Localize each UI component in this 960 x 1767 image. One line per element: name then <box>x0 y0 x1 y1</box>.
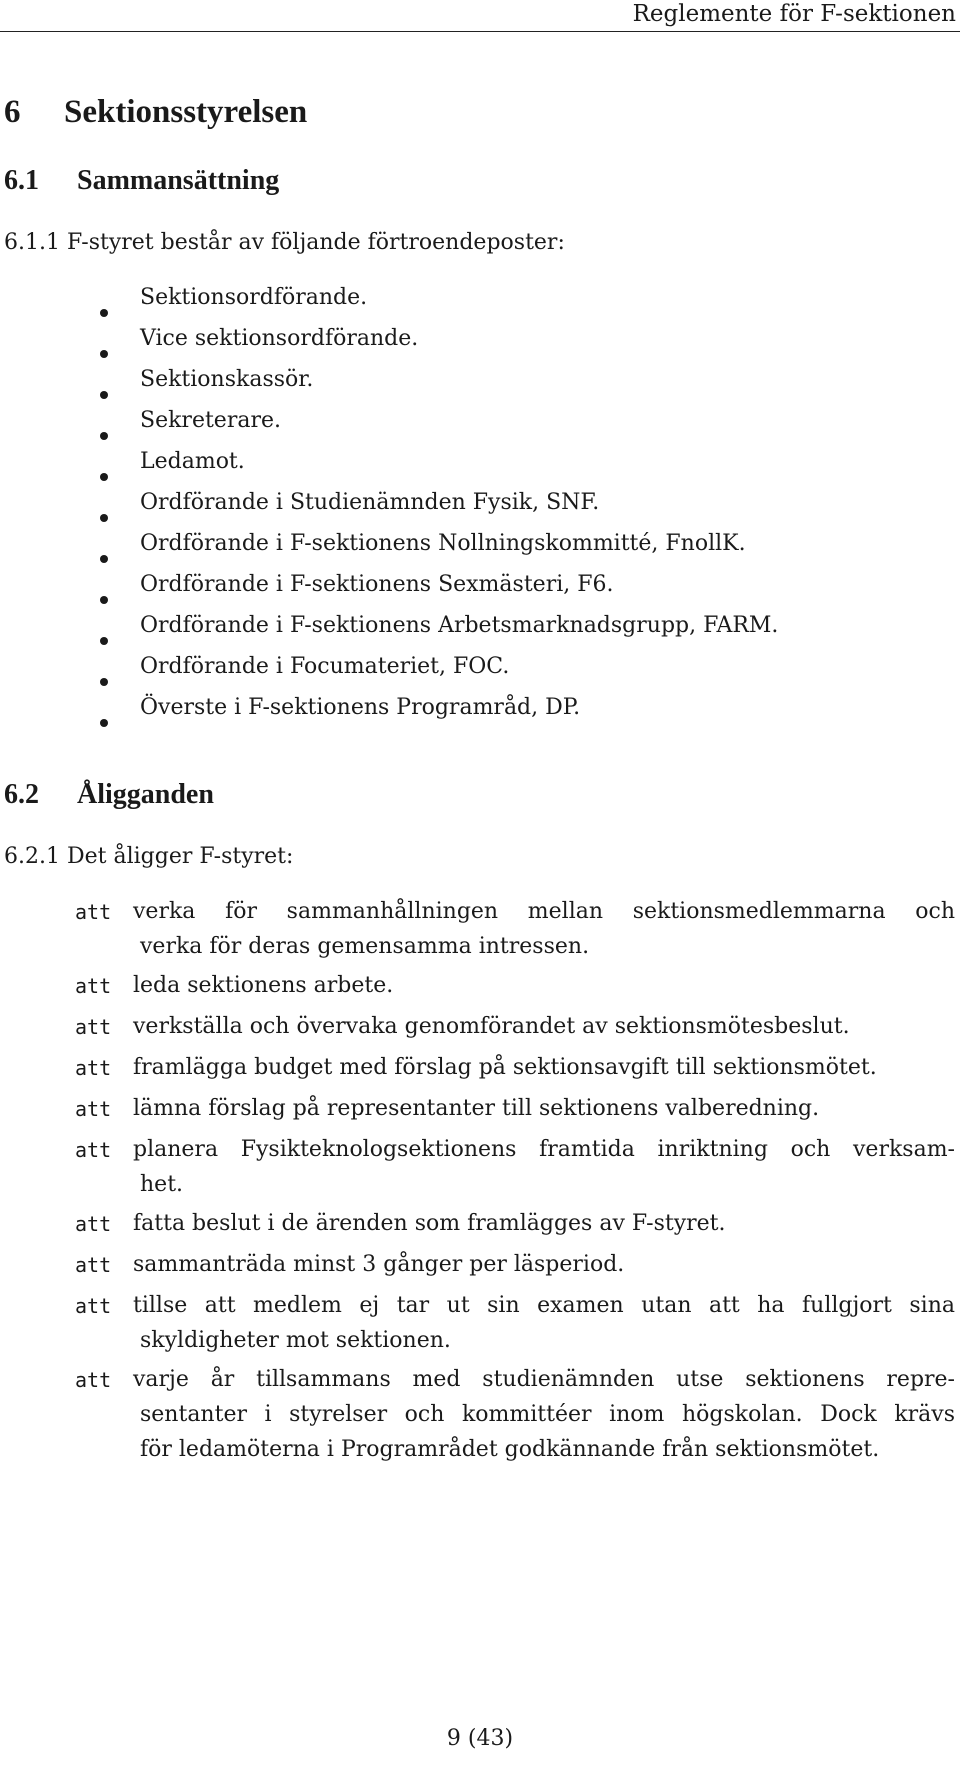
duty-text: lämna förslag på representanter till sektionens valberedning. <box>133 1096 820 1121</box>
list-item: Ledamot. <box>140 449 245 474</box>
list-item: Sektionsordförande. <box>140 285 368 310</box>
duty-item <box>133 1288 955 1358</box>
duty-item <box>133 968 955 1003</box>
subsection-title: Åligganden <box>77 779 214 810</box>
bullet-icon <box>100 309 108 317</box>
bullet-icon <box>100 350 108 358</box>
page-number: 9 (43) <box>446 1726 514 1751</box>
att-keyword: att <box>75 1056 112 1080</box>
duty-text: varje år tillsammans med studienämnden utse sektionens repre- <box>133 1367 955 1392</box>
list-item: Ordförande i Studienämnden Fysik, SNF. <box>140 490 600 515</box>
bullet-icon <box>100 432 108 440</box>
paragraph-text: Det åligger F-styret: <box>66 844 294 869</box>
bullet-icon <box>100 637 108 645</box>
duty-item <box>133 1091 955 1126</box>
list-item: Sektionskassör. <box>140 367 314 392</box>
section-number: 6 <box>4 94 21 130</box>
duty-text-cont: verka för deras gemensamma intressen. <box>140 934 590 959</box>
subsection-heading-6-1 <box>4 164 279 198</box>
att-keyword: att <box>75 1253 112 1277</box>
duty-item <box>133 1362 955 1467</box>
bullet-icon <box>100 719 108 727</box>
subsection-title: Sammansättning <box>77 165 280 196</box>
list-item: Ordförande i Focumateriet, FOC. <box>140 654 510 679</box>
att-keyword: att <box>75 1015 112 1039</box>
subsection-number: 6.1 <box>4 165 39 196</box>
duty-text: planera Fysikteknologsektionens framtida inriktning och verksam- <box>133 1137 955 1162</box>
bullet-icon <box>100 514 108 522</box>
duty-text: framlägga budget med förslag på sektionsavgift till sektionsmötet. <box>133 1055 877 1080</box>
att-keyword: att <box>75 1212 112 1236</box>
duty-item <box>133 1247 955 1282</box>
duty-text: sammanträda minst 3 gånger per läsperiod. <box>133 1252 625 1277</box>
header-rule <box>0 31 960 32</box>
running-header: Reglemente för F-sektionen <box>632 1 956 27</box>
att-keyword: att <box>75 1368 112 1392</box>
paragraph-6-1-1 <box>4 228 565 258</box>
duty-item <box>133 1050 955 1085</box>
list-item: Ordförande i F-sektionens Nollningskommitté, FnollK. <box>140 531 746 556</box>
duty-text-cont: för ledamöterna i Programrådet godkännande från sektionsmötet. <box>140 1437 880 1462</box>
duty-text: leda sektionens arbete. <box>133 973 394 998</box>
att-keyword: att <box>75 1294 112 1318</box>
list-item: Sekreterare. <box>140 408 281 433</box>
list-item: Vice sektionsordförande. <box>140 326 419 351</box>
subsection-number: 6.2 <box>4 779 39 810</box>
bullet-icon <box>100 555 108 563</box>
section-title: Sektionsstyrelsen <box>64 94 308 130</box>
paragraph-number: 6.2.1 <box>4 844 60 869</box>
att-keyword: att <box>75 974 112 998</box>
duty-item <box>133 1132 955 1202</box>
att-keyword: att <box>75 1097 112 1121</box>
duty-text: tillse att medlem ej tar ut sin examen utan att ha fullgjort sina <box>133 1293 955 1318</box>
paragraph-text: F-styret består av följande förtroendeposter: <box>66 230 565 255</box>
duty-text: verkställa och övervaka genomförandet av sektionsmötesbeslut. <box>133 1014 850 1039</box>
duty-text: verka för sammanhållningen mellan sektionsmedlemmarna och <box>133 899 955 924</box>
bullet-icon <box>100 596 108 604</box>
list-item: Ordförande i F-sektionens Sexmästeri, F6. <box>140 572 614 597</box>
list-item: Överste i F-sektionens Programråd, DP. <box>140 695 581 720</box>
duty-item <box>133 1206 955 1241</box>
att-keyword: att <box>75 900 112 924</box>
subsection-heading-6-2 <box>4 778 214 812</box>
paragraph-6-2-1 <box>4 842 293 872</box>
list-item: Ordförande i F-sektionens Arbetsmarknadsgrupp, FARM. <box>140 613 779 638</box>
paragraph-number: 6.1.1 <box>4 230 60 255</box>
duty-item <box>133 894 955 964</box>
bullet-icon <box>100 391 108 399</box>
duty-text-cont: sentanter i styrelser och kommittéer inom högskolan. Dock krävs <box>140 1402 955 1427</box>
duty-text-cont: het. <box>140 1172 184 1197</box>
bullet-icon <box>100 678 108 686</box>
duty-text: fatta beslut i de ärenden som framlägges av F-styret. <box>133 1211 726 1236</box>
bullet-icon <box>100 473 108 481</box>
section-heading <box>4 92 307 132</box>
duty-item <box>133 1009 955 1044</box>
att-keyword: att <box>75 1138 112 1162</box>
duty-text-cont: skyldigheter mot sektionen. <box>140 1328 451 1353</box>
